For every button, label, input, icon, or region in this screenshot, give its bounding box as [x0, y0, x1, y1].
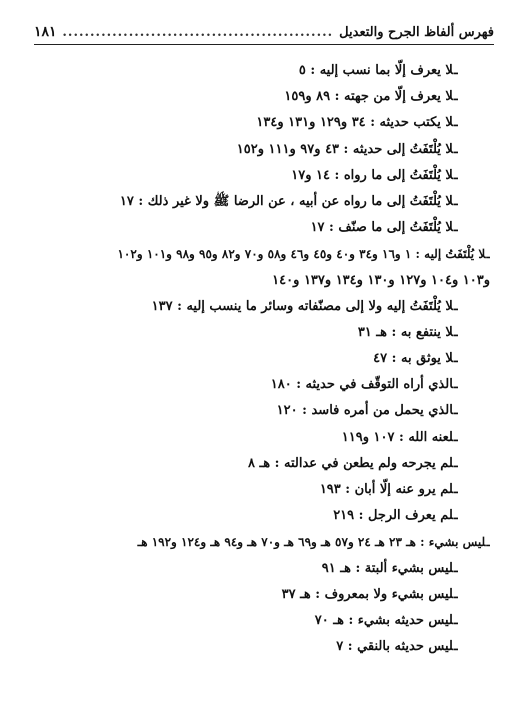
index-entry: ـليس بشيء : هـ ٢٣ هـ ٢٤ و٥٧ هـ و٦٩ هـ و٧٠ هـ و٩٤ هـ و١٢٤ و١٩٢ هـ [137, 535, 490, 550]
index-entry: ـليس بشيء ولا بمعروف : هـ ٣٧ [281, 586, 458, 602]
index-entries [30, 58, 490, 660]
index-entry: ـلا يعرف إلّا من جهته : ٨٩ و١٥٩ [284, 89, 458, 105]
index-entry: ـلا يُلْتَفَتُ إليه ولا إلى مصنّفاته وسائر ما ينسب إليه : ١٣٧ [151, 298, 458, 314]
index-entry: ـلعنه الله : ١٠٧ و١١٩ [341, 429, 458, 445]
index-entry: ـالذي يحمل من أمره فاسد : ١٢٠ [276, 403, 458, 419]
index-entry: ـلم يعرف الرجل : ٢١٩ [333, 508, 458, 524]
index-entry: ـلا يُلْتَفَتُ إليه : ١ و١٦ و٣٤ و٤٠ و٤٥ و٤٦ و٥٨ و٧٠ و٨٢ و٩٥ و٩٨ و١٠١ و١٠٢ [117, 247, 490, 262]
index-entry: ـلا يوثق به : ٤٧ [373, 351, 458, 367]
index-entry: ـلا يُلْتَفَتُ إلى حديثه : ٤٣ و٩٧ و١١١ و١٥٢ [236, 141, 458, 157]
index-entry: ـلا يكتب حديثه : ٣٤ و١٢٩ و١٣١ و١٣٤ [256, 115, 458, 131]
page-number: ١٨١ [34, 24, 57, 40]
index-entry: ـلا يعرف إلّا بما نسب إليه : ٥ [298, 63, 458, 78]
index-entry: ـلا ينتفع به : هـ ٣١ [357, 324, 458, 340]
index-entry: ـلم يجرحه ولم يطعن في عدالته : هـ ٨ [247, 455, 458, 471]
index-entry: ـلم يرو عنه إلّا أبان : ١٩٣ [319, 482, 458, 497]
index-entry: ـلا يُلْتَفَتُ إلى ما رواه عن أبيه ، عن الرضا ﷺ ولا غير ذلك : ١٧ [119, 193, 458, 209]
running-title: فهرس ألفاظ الجرح والتعديل [339, 25, 494, 40]
index-entry: ـليس بشيء ألبتة : هـ ٩١ [321, 560, 458, 576]
index-entry: ـلا يُلْتَفَتُ إلى ما صنّف : ١٧ [310, 220, 458, 236]
page-header [34, 18, 494, 45]
index-entry: ـليس حديثه بالنقي : ٧ [336, 639, 458, 655]
index-entry: ـليس حديثه بشيء : هـ ٧٠ [314, 612, 458, 628]
index-entry: ـالذي أراه التوقّف في حديثه : ١٨٠ [270, 377, 458, 393]
index-entry-continuation: و١٠٣ و١٠٤ و١٢٧ و١٣٠ و١٣٤ و١٣٧ و١٤٠ [272, 272, 490, 288]
leader-dots [63, 25, 334, 44]
index-entry: ـلا يُلْتَفَتُ إلى ما رواه : ١٤ و١٧ [291, 167, 458, 183]
